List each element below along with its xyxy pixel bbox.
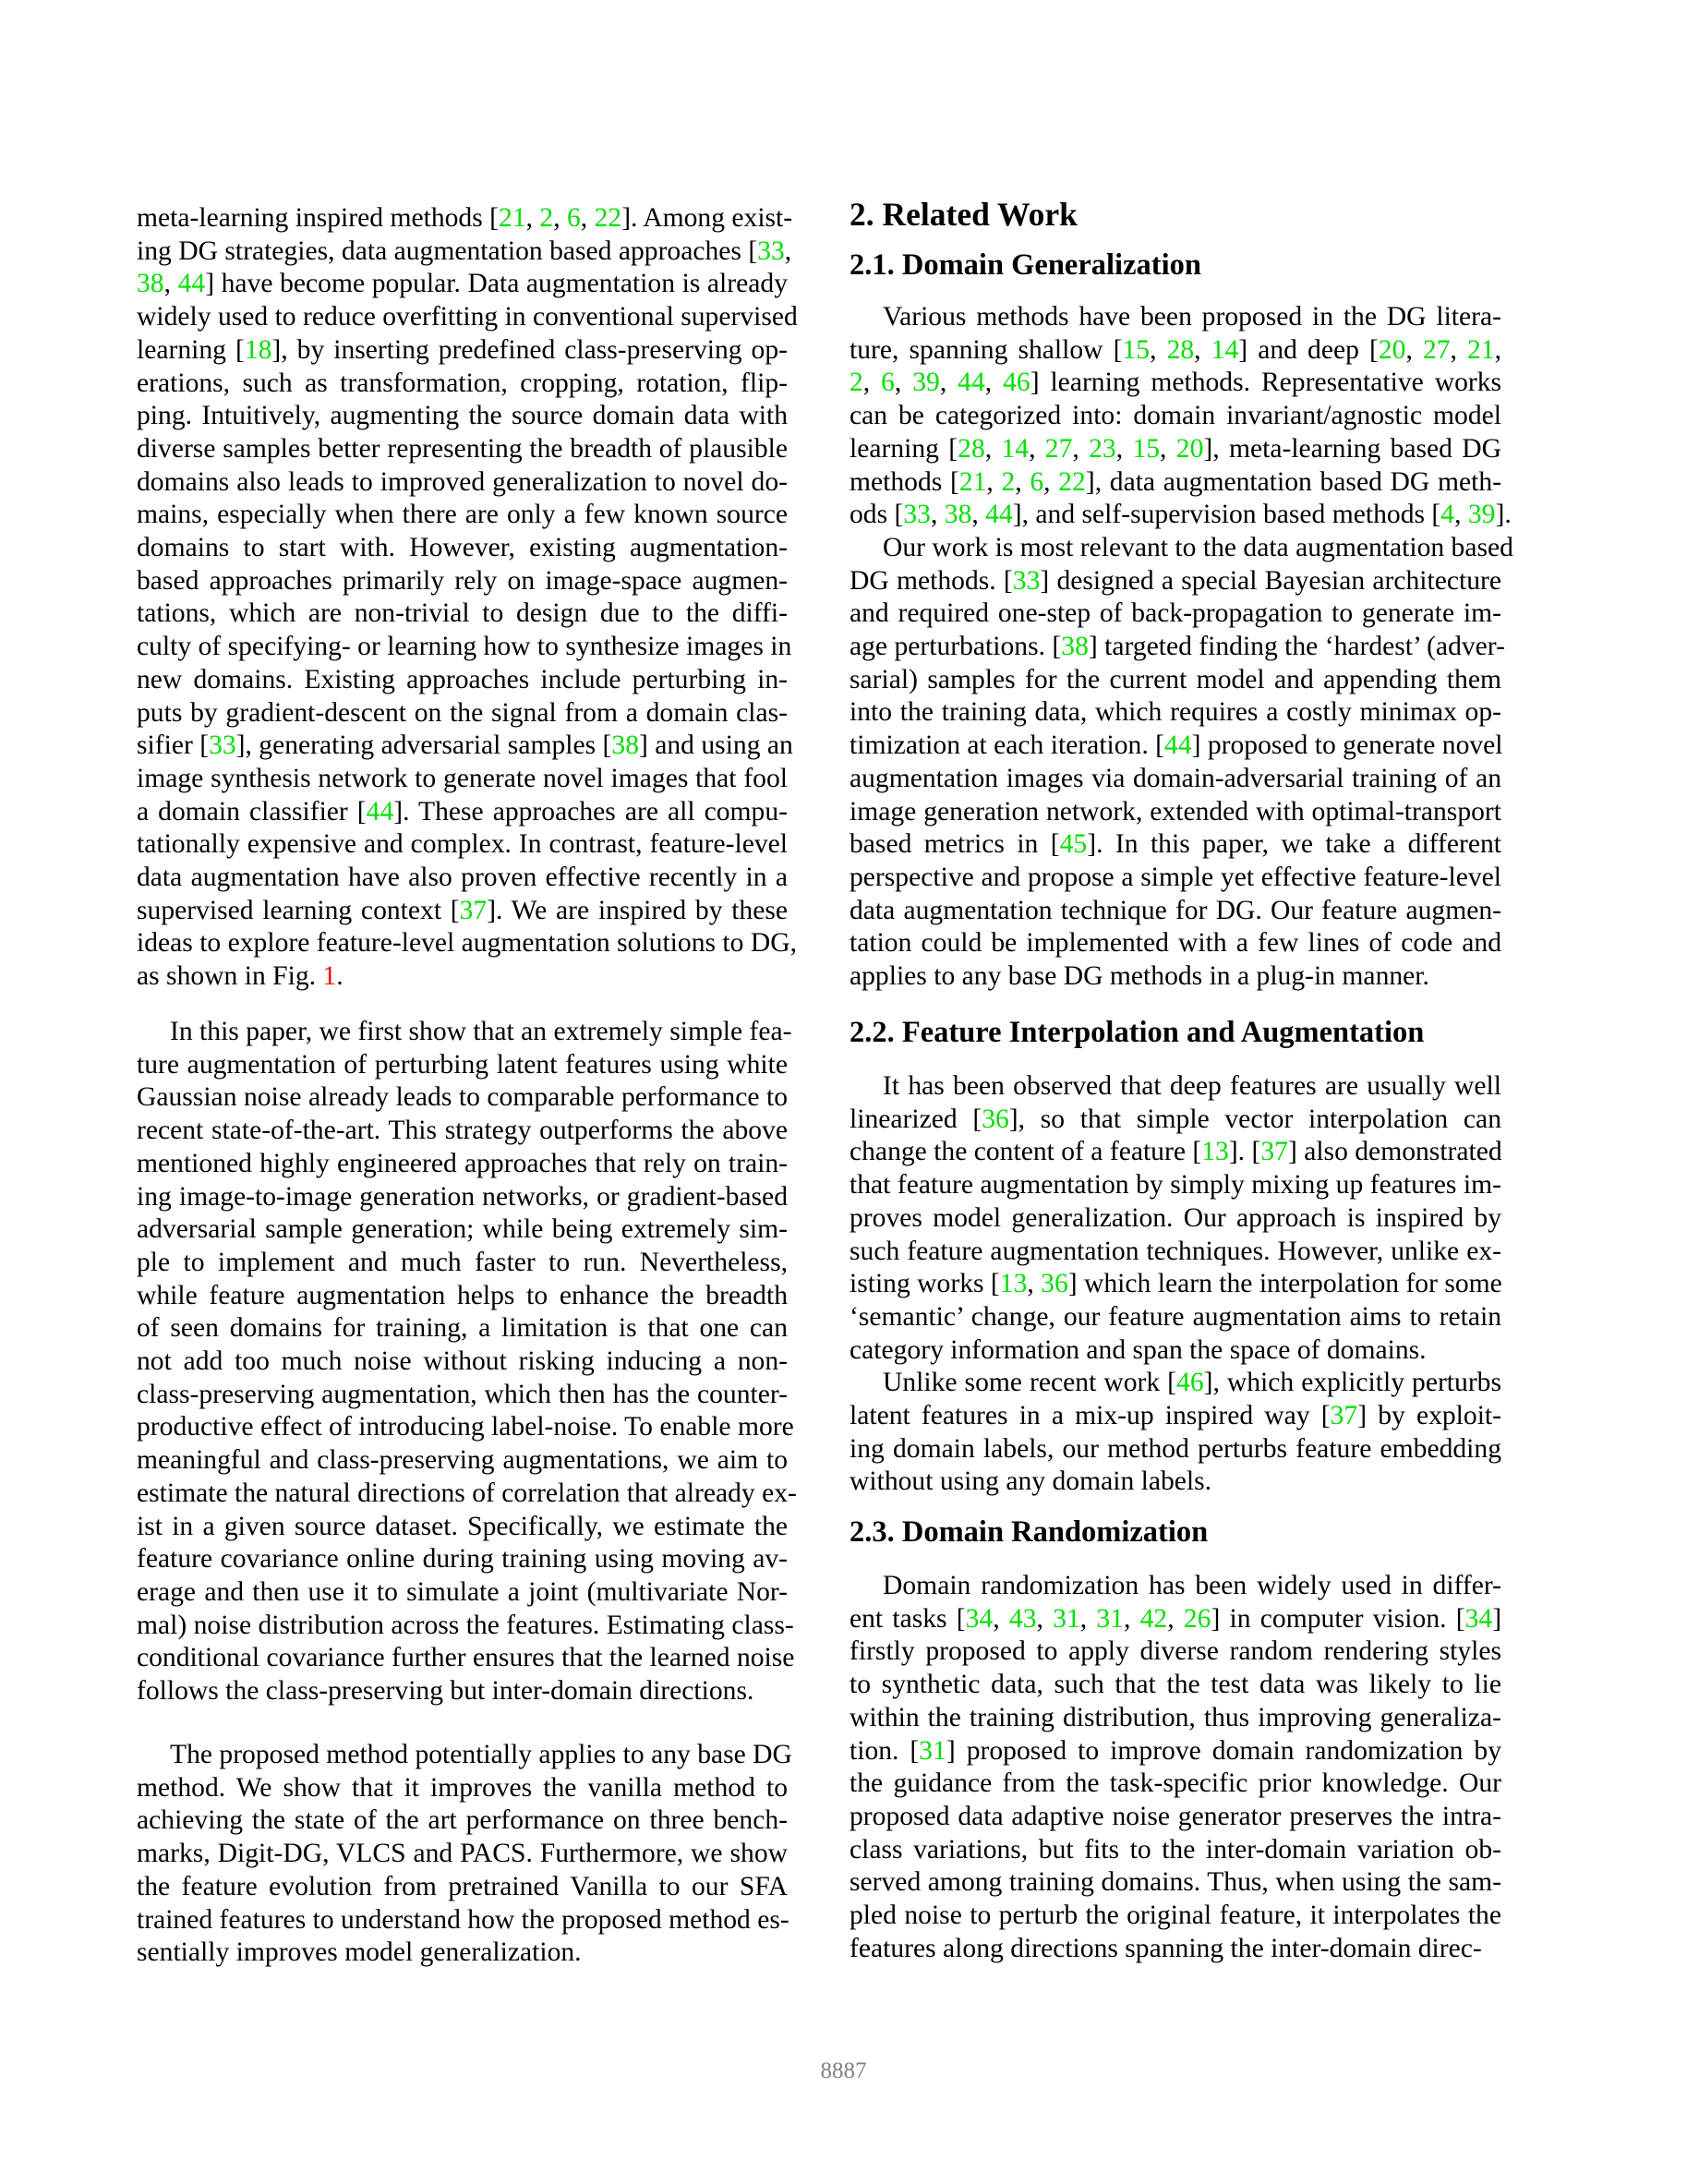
text-line: The proposed method potentially applies to any base DG [170, 1740, 792, 1769]
text-line: features along directions spanning the inter-domain direc- [850, 1933, 1482, 1963]
text-line: based approaches primarily rely on image-space augmen- [137, 565, 788, 596]
citation-link[interactable]: 15 [1122, 334, 1151, 365]
text-line: served among training domains. Thus, when using the sam- [850, 1867, 1501, 1898]
text-line: Various methods have been proposed in the DG litera- [883, 302, 1501, 332]
text-line: learning [28, 14, 27, 23, 15, 20], meta-learning based DG [850, 433, 1502, 464]
text-line: that feature augmentation by simply mixing up features im- [850, 1170, 1501, 1201]
text-line: tationally expensive and complex. In contrast, feature-level [137, 829, 788, 860]
text-line: marks, Digit-DG, VLCS and PACS. Furthermore, we show [137, 1839, 788, 1869]
text-line: the guidance from the task-specific prior knowledge. Our [850, 1768, 1501, 1799]
text-line: ing DG strategies, data augmentation based approaches [33, [137, 235, 792, 266]
citation-link[interactable]: 39 [912, 368, 940, 398]
text-line: latent features in a mix-up inspired way [37] by exploit- [850, 1401, 1501, 1430]
citation-link[interactable]: 42 [1139, 1603, 1168, 1634]
text-line: into the training data, which requires a costly minimax op- [850, 697, 1501, 728]
citation-link[interactable]: 46 [1176, 1368, 1204, 1398]
text-line: methods [21, 2, 6, 22], data augmentation based DG meth- [850, 466, 1502, 497]
text-line: sifier [33], generating adversarial samples [38] and using an [137, 730, 793, 761]
text-line: pled noise to perturb the original feature, it interpolates the [850, 1900, 1501, 1930]
text-line: tation could be implemented with a few lines of code and [850, 928, 1501, 959]
text-line: linearized [36], so that simple vector interpolation can [850, 1104, 1501, 1134]
text-line: widely used to reduce overfitting in conventional supervised [137, 302, 798, 332]
text-line: meta-learning inspired methods [21, 2, 6, 22]. Among exist- [137, 203, 793, 233]
citation-link[interactable]: 15 [1132, 433, 1161, 464]
citation-link[interactable]: 38 [611, 730, 639, 761]
text-line: proposed data adaptive noise generator preserves the intra- [850, 1801, 1501, 1831]
citation-link[interactable]: 18 [244, 334, 272, 365]
text-line: method. We show that it improves the vanilla method to [137, 1772, 788, 1803]
text-line: ture augmentation of perturbing latent features using white [137, 1049, 788, 1080]
citation-link[interactable]: 34 [965, 1603, 994, 1634]
text-line: domains also leads to improved generalization to novel do- [137, 466, 788, 497]
citation-link[interactable]: 2 [850, 368, 863, 398]
citation-link[interactable]: 21 [1467, 334, 1495, 365]
page-number: 8887 [820, 2058, 867, 2083]
citation-link[interactable]: 20 [1175, 433, 1204, 464]
citation-link[interactable]: 44 [177, 269, 206, 299]
citation-link[interactable]: 14 [1211, 334, 1239, 365]
text-line: to synthetic data, such that the test data was likely to lie [850, 1670, 1501, 1700]
text-line: based metrics in [45]. In this paper, we take a different [850, 829, 1502, 860]
text-line: timization at each iteration. [44] proposed to generate novel [850, 730, 1503, 761]
text-line: follows the class-preserving but inter-domain directions. [137, 1676, 754, 1706]
text-line: In this paper, we first show that an extremely simple fea- [170, 1017, 792, 1046]
text-line: mal) noise distribution across the features. Estimating class- [137, 1610, 794, 1640]
text-line: mentioned highly engineered approaches that rely on train- [137, 1148, 788, 1178]
citation-link[interactable]: 13 [999, 1269, 1028, 1299]
subsection-title-domain-randomization: 2.3. Domain Randomization [850, 1515, 1209, 1549]
citation-link[interactable]: 38 [944, 500, 972, 530]
text-line: supervised learning context [37]. We are inspired by these [137, 895, 789, 925]
text-line: ‘semantic’ change, our feature augmentation aims to retain [850, 1301, 1501, 1332]
citation-link[interactable]: 13 [1201, 1137, 1229, 1167]
citation-link[interactable]: 46 [1003, 368, 1030, 398]
text-line: as shown in Fig. 1. [137, 961, 343, 992]
text-line: tations, which are non-trivial to design due to the diffi- [137, 598, 788, 629]
text-line: sarial) samples for the current model and appending them [850, 664, 1501, 694]
subsection-title-domain-generalization: 2.1. Domain Generalization [850, 248, 1201, 282]
text-line: age perturbations. [38] targeted finding the ‘hardest’ (adver- [850, 632, 1505, 661]
text-line: category information and span the space of domains. [850, 1334, 1427, 1365]
text-line: ing image-to-image generation networks, or gradient-based [137, 1181, 788, 1212]
citation-link[interactable]: 33 [209, 730, 236, 761]
text-line: adversarial sample generation; while being extremely sim- [137, 1214, 788, 1245]
citation-link[interactable]: 6 [881, 368, 895, 398]
citation-link[interactable]: 33 [1012, 565, 1041, 596]
subsection-title-feature-interpolation: 2.2. Feature Interpolation and Augmentation [850, 1016, 1425, 1049]
text-line: without using any domain labels. [850, 1466, 1212, 1497]
text-line: change the content of a feature [13]. [37] also demonstrated [850, 1137, 1502, 1167]
text-line: diverse samples better representing the breadth of plausible [137, 433, 788, 464]
text-line: trained features to understand how the proposed method es- [137, 1904, 789, 1935]
citation-link[interactable]: 2 [1001, 466, 1016, 497]
citation-link[interactable]: 37 [1260, 1137, 1288, 1167]
citation-link[interactable]: 20 [1378, 334, 1406, 365]
citation-link[interactable]: 36 [982, 1104, 1009, 1134]
text-line: ping. Intuitively, augmenting the source domain data with [137, 401, 788, 431]
citation-link[interactable]: 2 [539, 203, 554, 233]
text-line: 38, 44] have become popular. Data augmentation is already [137, 269, 788, 299]
text-line: a domain classifier [44]. These approaches are all compu- [137, 796, 788, 827]
text-line: Domain randomization has been widely used in differ- [883, 1571, 1501, 1600]
text-line: achieving the state of the art performance on three bench- [137, 1805, 788, 1836]
text-line: productive effect of introducing label-noise. To enable more [137, 1412, 794, 1442]
text-line: image synthesis network to generate novel images that fool [137, 763, 788, 793]
text-line: within the training distribution, thus improving generaliza- [850, 1702, 1501, 1732]
text-line: estimate the natural directions of correlation that already ex- [137, 1478, 797, 1508]
text-line: class-preserving augmentation, which then has the counter- [137, 1379, 788, 1409]
text-line: Our work is most relevant to the data augmentation based [883, 532, 1513, 562]
citation-link[interactable]: 44 [985, 500, 1013, 530]
text-line: Gaussian noise already leads to comparable performance to [137, 1082, 788, 1113]
citation-link[interactable]: 31 [919, 1735, 946, 1766]
text-line: ods [33, 38, 44], and self-supervision based methods [4, 39]. [850, 500, 1512, 530]
text-line: ture, spanning shallow [15, 28, 14] and deep [20, 27, 21, [850, 334, 1502, 365]
citation-link[interactable]: 36 [1041, 1269, 1068, 1299]
text-line: tion. [31] proposed to improve domain randomization by [850, 1735, 1501, 1766]
text-line: data augmentation have also proven effective recently in a [137, 863, 788, 892]
citation-link[interactable]: 6 [567, 203, 581, 233]
citation-link[interactable]: 34 [1464, 1603, 1493, 1634]
text-line: ent tasks [34, 43, 31, 31, 42, 26] in computer vision. [34] [850, 1603, 1502, 1634]
text-line: not add too much noise without risking inducing a non- [137, 1346, 788, 1376]
text-line: ideas to explore feature-level augmentation solutions to DG, [137, 928, 797, 959]
text-line: proves model generalization. Our approach is inspired by [850, 1202, 1501, 1233]
text-line: can be categorized into: domain invariant/agnostic model [850, 401, 1501, 431]
citation-link[interactable]: 37 [459, 895, 488, 925]
citation-link[interactable]: 44 [1164, 730, 1192, 761]
citation-link[interactable]: 33 [903, 500, 931, 530]
text-line: augmentation images via domain-adversarial training of an [850, 763, 1501, 793]
text-line: of seen domains for training, a limitation is that one can [137, 1313, 788, 1344]
citation-link[interactable]: 38 [137, 269, 164, 299]
citation-link[interactable]: 31 [1096, 1603, 1124, 1634]
citation-link[interactable]: 21 [958, 466, 987, 497]
text-line: ist in a given source dataset. Specifically, we estimate the [137, 1511, 788, 1541]
citation-link[interactable]: 23 [1089, 433, 1116, 464]
text-line: while feature augmentation helps to enhance the breadth [137, 1280, 788, 1310]
text-line: new domains. Existing approaches include perturbing in- [137, 664, 788, 694]
text-line: recent state-of-the-art. This strategy outperforms the above [137, 1116, 788, 1146]
text-line: sentially improves model generalization. [137, 1937, 582, 1968]
text-line: erage and then use it to simulate a joint (multivariate Nor- [137, 1576, 788, 1607]
text-line: isting works [13, 36] which learn the interpolation for some [850, 1269, 1502, 1299]
citation-link[interactable]: 45 [1059, 829, 1088, 860]
text-line: the feature evolution from pretrained Vanilla to our SFA [137, 1871, 788, 1901]
citation-link[interactable]: 22 [594, 203, 622, 233]
text-line: and required one-step of back-propagation to generate im- [850, 598, 1501, 629]
citation-link[interactable]: 26 [1183, 1603, 1211, 1634]
citation-link[interactable]: 27 [1044, 433, 1073, 464]
text-line: DG methods. [33] designed a special Bayesian architecture [850, 565, 1502, 596]
text-line: firstly proposed to apply diverse random rendering styles [850, 1636, 1501, 1667]
citation-link[interactable]: 38 [1061, 632, 1089, 661]
citation-link[interactable]: 14 [1001, 433, 1030, 464]
text-line: perspective and propose a simple yet effective feature-level [850, 862, 1501, 892]
text-line: It has been observed that deep features are usually well [883, 1071, 1501, 1101]
citation-link[interactable]: 22 [1058, 466, 1086, 497]
figure-reference-link[interactable]: 1 [322, 961, 337, 992]
text-line: mains, especially when there are only a few known source [137, 500, 788, 530]
citation-link[interactable]: 27 [1422, 334, 1451, 365]
citation-link[interactable]: 43 [1008, 1603, 1037, 1634]
text-line: learning [18], by inserting predefined class-preserving op- [137, 334, 788, 365]
text-line: image generation network, extended with optimal-transport [850, 796, 1501, 827]
citation-link[interactable]: 6 [1030, 466, 1044, 497]
citation-link[interactable]: 33 [757, 235, 785, 266]
section-title: 2. Related Work [850, 196, 1078, 233]
text-line: puts by gradient-descent on the signal from a domain clas- [137, 697, 788, 728]
text-line: ple to implement and much faster to run. Nevertheless, [137, 1247, 788, 1277]
text-line: Unlike some recent work [46], which explicitly perturbs [883, 1368, 1501, 1398]
citation-link[interactable]: 44 [958, 368, 985, 398]
citation-link[interactable]: 21 [499, 203, 526, 233]
citation-link[interactable]: 4 [1440, 500, 1455, 530]
citation-link[interactable]: 31 [1053, 1603, 1080, 1634]
text-line: meaningful and class-preserving augmentations, we aim to [137, 1445, 788, 1476]
text-line: data augmentation technique for DG. Our feature augmen- [850, 895, 1501, 925]
citation-link[interactable]: 39 [1467, 500, 1496, 530]
text-line: conditional covariance further ensures that the learned noise [137, 1643, 795, 1673]
text-line: ing domain labels, our method perturbs feature embedding [850, 1433, 1501, 1464]
citation-link[interactable]: 28 [958, 433, 985, 464]
text-line: such feature augmentation techniques. However, unlike ex- [850, 1236, 1501, 1266]
text-line: 2, 6, 39, 44, 46] learning methods. Representative works [850, 368, 1502, 398]
text-line: culty of specifying- or learning how to synthesize images in [137, 632, 792, 662]
text-line: erations, such as transformation, cropping, rotation, flip- [137, 368, 788, 398]
text-line: applies to any base DG methods in a plug-in manner. [850, 961, 1429, 991]
citation-link[interactable]: 44 [366, 796, 394, 827]
text-line: class variations, but fits to the inter-domain variation ob- [850, 1834, 1501, 1864]
citation-link[interactable]: 37 [1330, 1401, 1358, 1430]
text-line: feature covariance online during training using moving av- [137, 1544, 788, 1575]
text-line: domains to start with. However, existing augmentation- [137, 533, 788, 562]
citation-link[interactable]: 28 [1166, 334, 1195, 365]
